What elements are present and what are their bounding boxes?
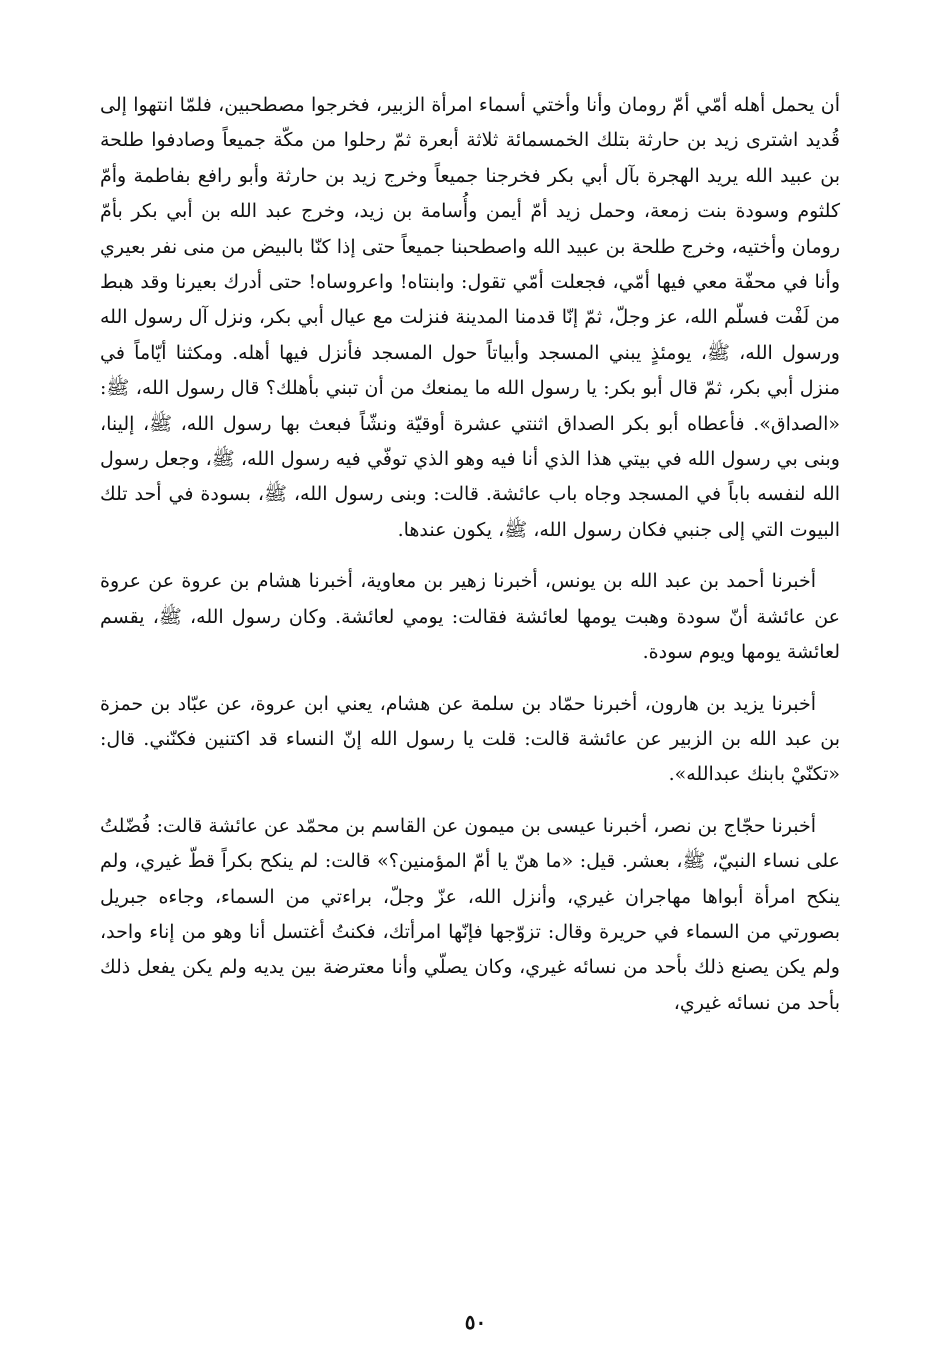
paragraph-4: أخبرنا حجّاج بن نصر، أخبرنا عيسى بن ميمون عن القاسم بن محمّد عن عائشة قالت: فُضّلتُ على نساء النبيّ، ﷺ، بعشر. قيل: «ما هنّ يا أمّ المؤمنين؟» قالت: لم ينكح بكراً قطّ غيري، ولم ينكح امرأة أبواها مهاجران غيري، وأنزل الله، عزّ وجلّ، براءتي من السماء، وجاءه جبريل بصورتي من السماء في حريرة وقال: تزوّجها فإنّها امرأتك، فكنتُ أغتسل أنا وهو من إناء واحد، ولم يكن يصنع ذلك بأحد من نسائه غيري، وكان يصلّي وأنا معترضة بين يديه ولم يكن يفعل ذلك بأحد من نسائه غيري، [100,814,840,1014]
page-body [100,88,840,1021]
page-number: ٥٠ [464,1310,487,1334]
paragraph-2: أخبرنا أحمد بن عبد الله بن يونس، أخبرنا زهير بن معاوية، أخبرنا هشام بن عروة عن عروة عن عائشة أنّ سودة وهبت يومها لعائشة فقالت: يومي لعائشة. وكان رسول الله، ﷺ، يقسم لعائشة يومها ويوم سودة. [100,570,840,664]
paragraph-1: أن يحمل أهله أمّي أمّ رومان وأنا وأختي أسماء امرأة الزبير، فخرجوا مصطحبين، فلمّا انتهوا إلى قُديد اشترى زيد بن حارثة بتلك الخمسمائة ثلاثة أبعرة ثمّ رحلوا من مكّة جميعاً وصادفوا طلحة بن عبيد الله يريد الهجرة بآل أبي بكر فخرجنا جميعاً وخرج زيد بن حارثة وأبو رافع بفاطمة وأمّ كلثوم وسودة بنت زمعة، وحمل زيد أمّ أيمن وأُسامة بن زيد، وخرج عبد الله بن أبي بكر بأمّ رومان وأختيه، وخرج طلحة بن عبيد الله واصطحبنا جميعاً حتى إذا كنّا بالبيض من منى نفر بعيري وأنا في محفّة معي فيها أمّي، فجعلت أمّي تقول: وابنتاه! واعروساه! حتى أدرك بعيرنا وقد هبط من لَفْت فسلّم الله، عز وجلّ، ثمّ إنّا قدمنا المدينة فنزلت مع عيال أبي بكر، ونزل آل رسول الله ورسول الله، ﷺ، يومئذٍ يبني المسجد وأبياتاً حول المسجد فأنزل فيها أهله. ومكثنا أيّاماً في منزل أبي بكر، ثمّ قال أبو بكر: يا رسول الله ما يمنعك من أن تبني بأهلك؟ قال رسول الله، ﷺ: «الصداق». فأعطاه أبو بكر الصداق اثنتي عشرة أوقيّة ونشّاً فبعث بها رسول الله، ﷺ، إلينا، وبنى بي رسول الله في بيتي هذا الذي أنا فيه وهو الذي توفّي فيه رسول الله، ﷺ، وجعل رسول الله لنفسه باباً في المسجد وجاه باب عائشة. قالت: وبنى رسول الله، ﷺ، بسودة في أحد تلك البيوت التي إلى جنبي فكان رسول الله، ﷺ، يكون عندها. [100,94,840,541]
paragraph-3: أخبرنا يزيد بن هارون، أخبرنا حمّاد بن سلمة عن هشام، يعني ابن عروة، عن عبّاد بن حمزة بن عبد الله بن الزبير عن عائشة قالت: قلت يا رسول الله إنّ النساء قد اكتنين فكنّني. قال: «تكنّيْ بابنك عبدالله». [100,692,840,786]
